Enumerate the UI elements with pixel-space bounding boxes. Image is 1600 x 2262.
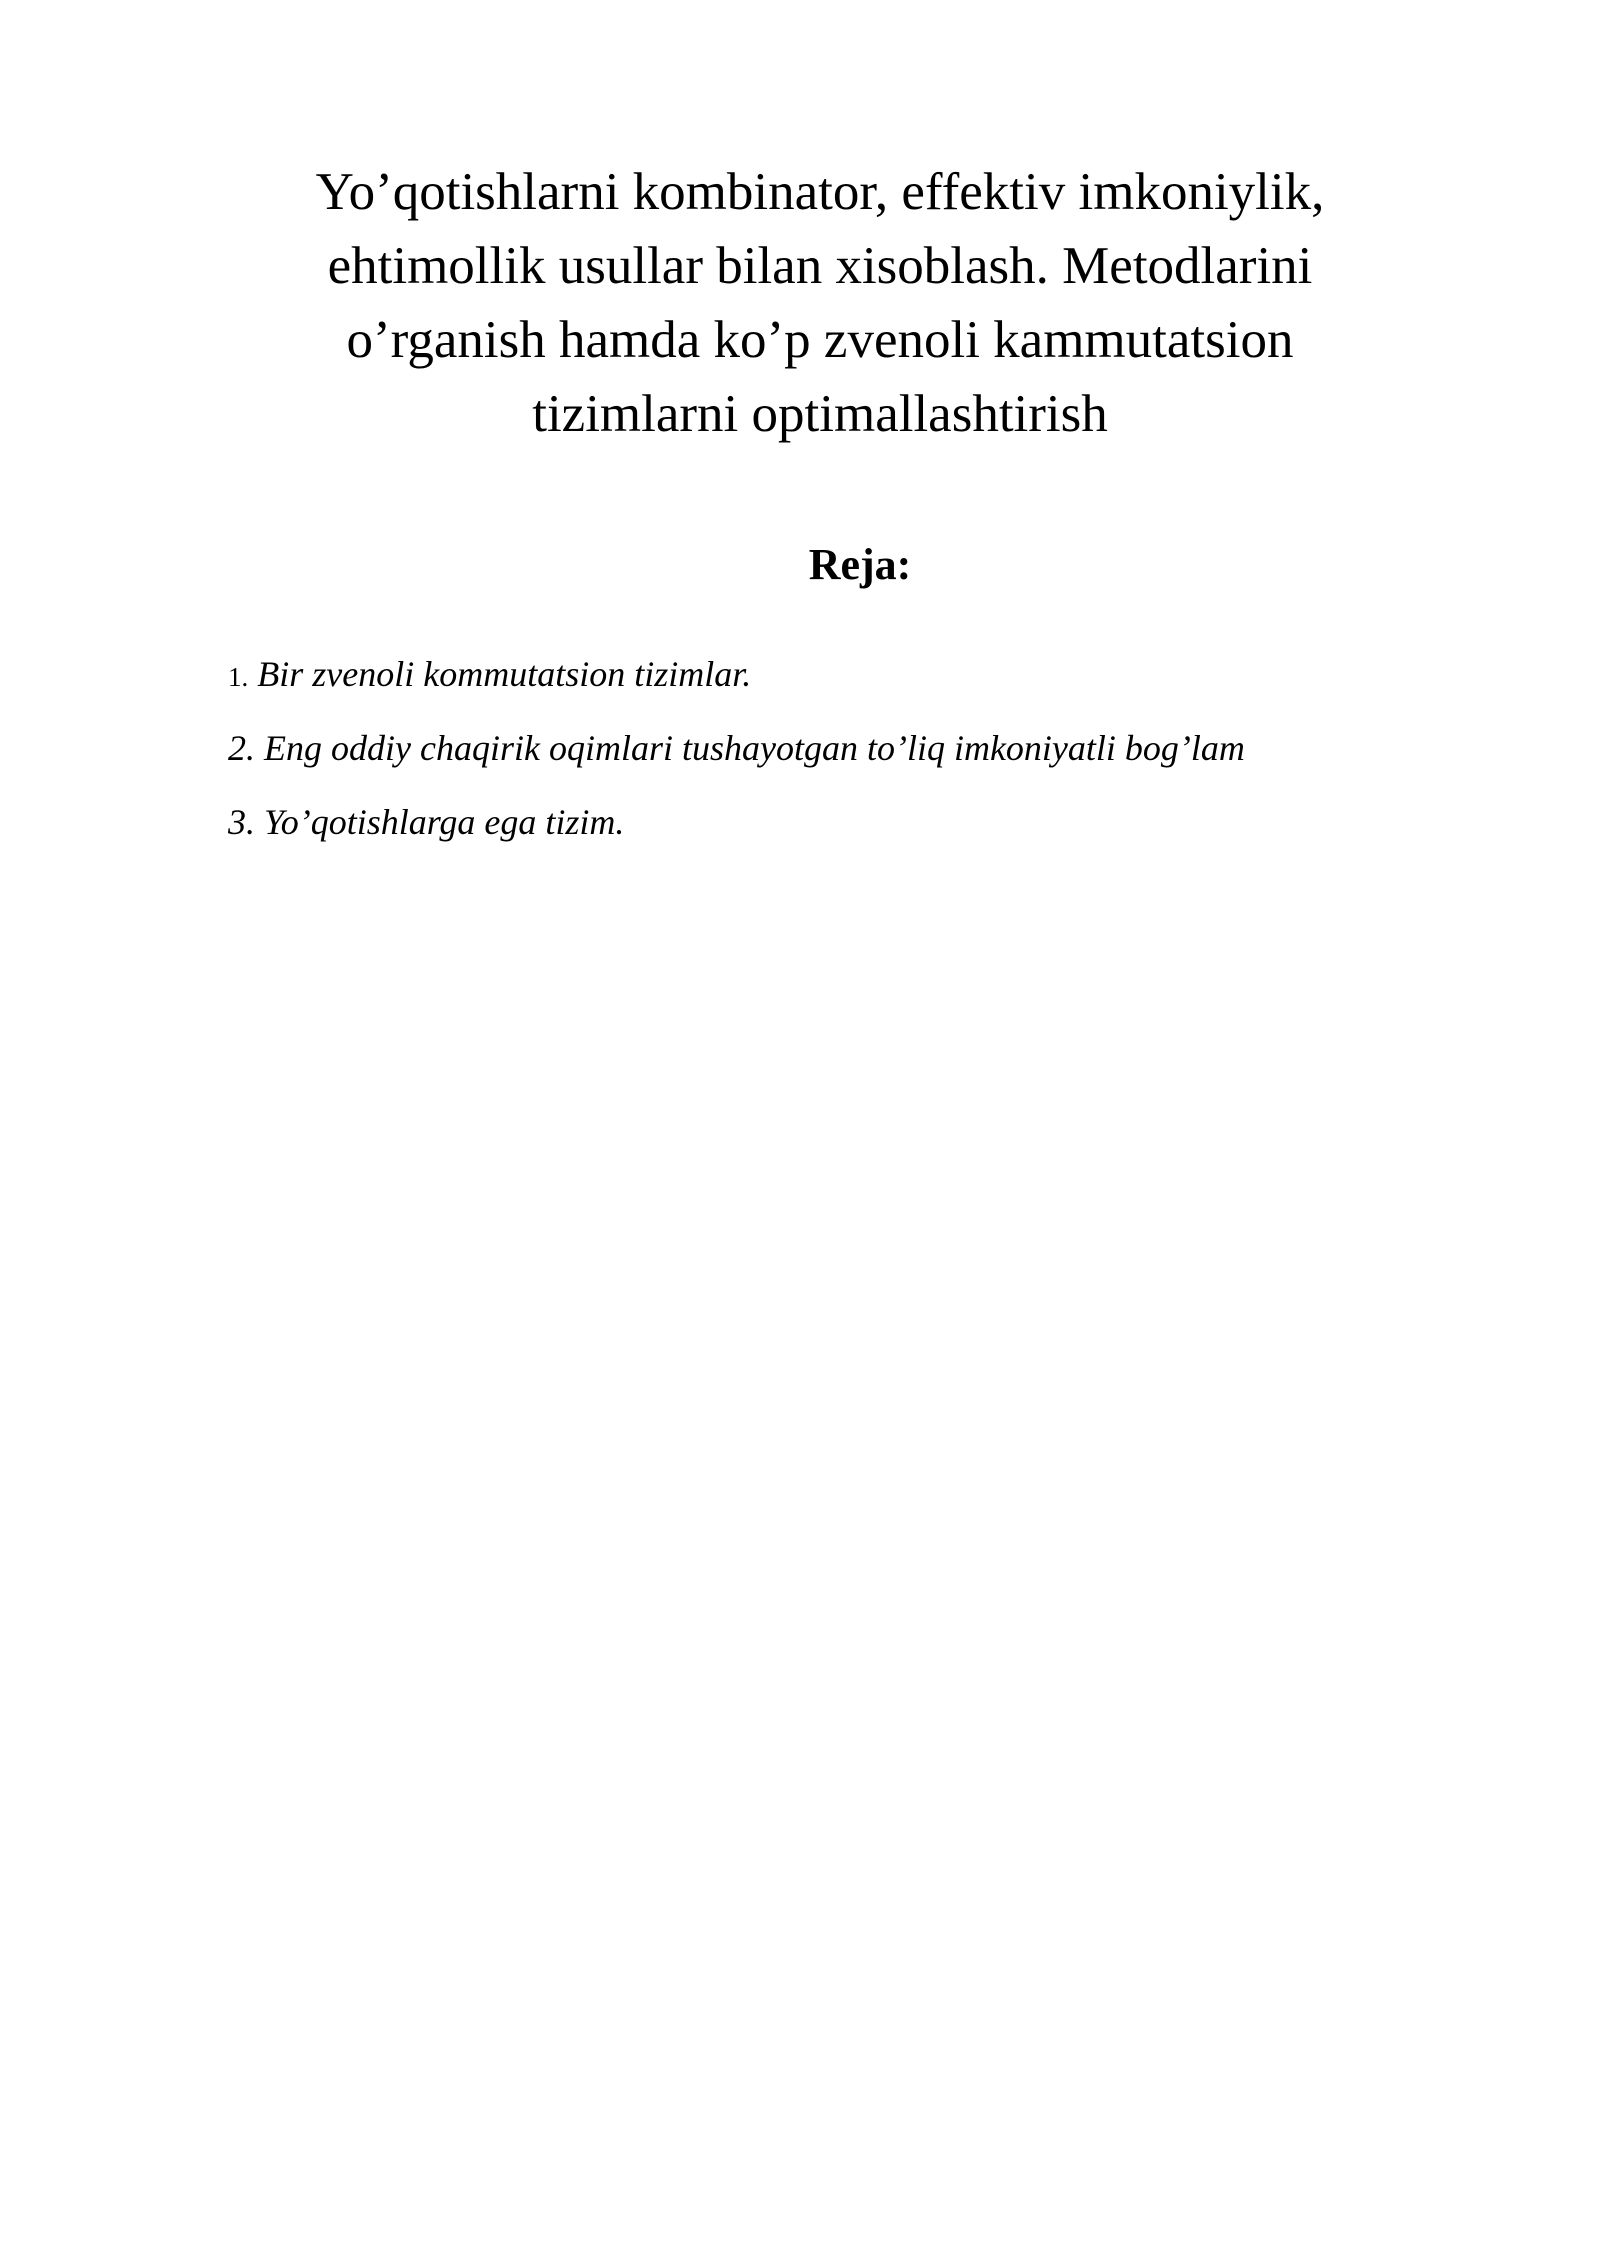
title-line: Yo’qotishlarni kombinator, effektiv imkoniylik, <box>315 163 1325 221</box>
plan-item-number: 2. <box>228 728 255 768</box>
plan-item <box>228 724 1245 772</box>
plan-item-text: Yo’qotishlarga ega tizim. <box>264 802 625 842</box>
plan-heading: Reja: <box>808 540 912 589</box>
plan-item-number: 3. <box>228 802 255 842</box>
title-line: o’rganish hamda ko’p zvenoli kammutatsion <box>346 311 1294 369</box>
plan-item-number: 1. <box>228 662 249 692</box>
plan-item-text: Eng oddiy chaqirik oqimlari tushayotgan to’liq imkoniyatli bog’lam <box>264 728 1245 768</box>
document-title <box>240 155 1400 451</box>
plan-item-text: Bir zvenoli kommutatsion tizimlar. <box>257 654 752 694</box>
title-line: tizimlarni optimallashtirish <box>532 385 1108 443</box>
title-line: ehtimollik usullar bilan xisoblash. Metodlarini <box>327 237 1313 295</box>
plan-list <box>228 650 1245 872</box>
plan-item <box>228 798 1245 846</box>
plan-item <box>228 650 1245 698</box>
